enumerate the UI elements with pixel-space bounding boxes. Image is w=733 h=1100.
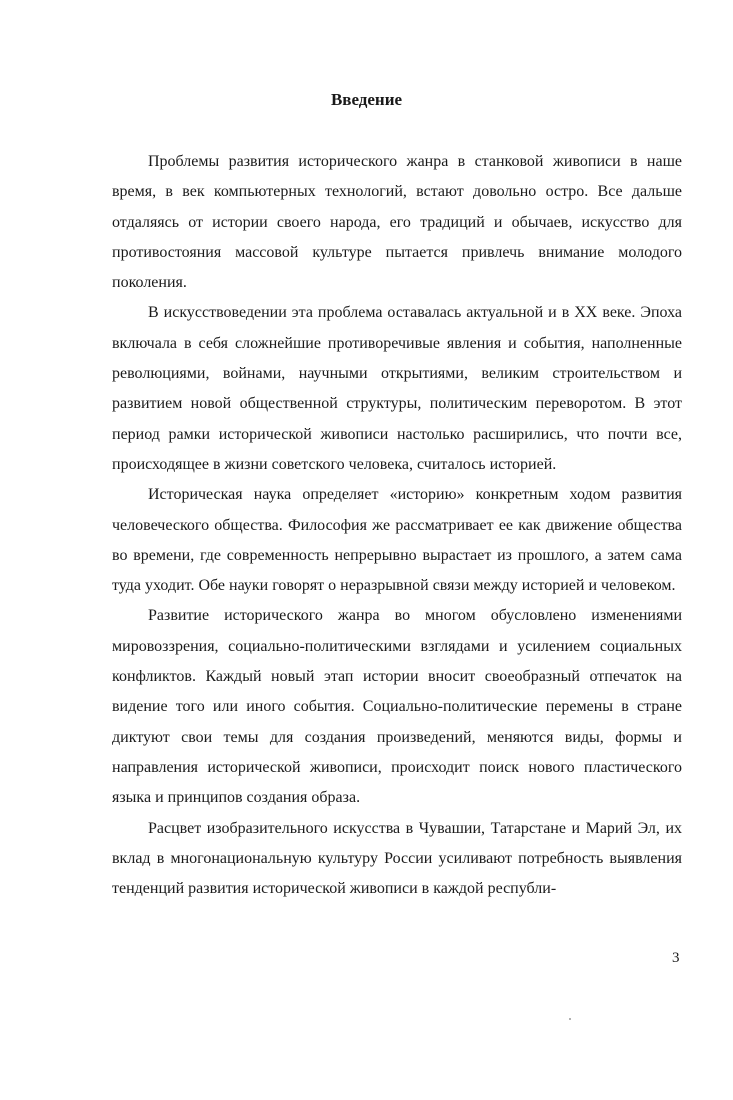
paragraph-1: Проблемы развития исторического жанра в станковой живописи в наше время, в век компьютерных технологий, встают довольно остро. Все дальше отдаляясь от истории своего народа, его традиций и обычаев, искусство для противостояния массовой культуре пытается привлечь внимание молодого поколения. [112, 153, 682, 292]
paragraph-5: Расцвет изобразительного искусства в Чувашии, Татарстане и Марий Эл, их вклад в многонациональную культуру России усиливают потребность выявления тенденций развития исторической живописи в каждой республи- [112, 819, 682, 898]
paragraph-3: Историческая наука определяет «историю» конкретным ходом развития человеческого общества. Философия же рассматривает ее как движение общества во времени, где современность непрерывно вырастает из прошлого, а затем сама туда уходит. Обе науки говорят о неразрывной связи между историей и человеком. [112, 486, 682, 595]
paragraph-2: В искусствоведении эта проблема оставалась актуальной и в XX веке. Эпоха включала в себя сложнейшие противоречивые явления и события, наполненные революциями, войнами, научными открытиями, великим строительством и развитием новой общественной структуры, политическим переворотом. В этот период рамки исторической живописи настолько расширились, что почти все, происходящее в жизни советского человека, считалось историей. [112, 304, 682, 473]
paragraph-4: Развитие исторического жанра во многом обусловлено изменениями мировоззрения, социально-политическими взглядами и усилением социальных конфликтов. Каждый новый этап истории вносит своеобразный отпечаток на видение того или иного события. Социально-политические перемены в стране диктуют свои темы для создания произведений, меняются виды, формы и направления исторической живописи, происходит поиск нового пластического языка и принципов создания образа. [112, 607, 682, 807]
page-title: Введение [330, 90, 403, 109]
scan-speck [569, 1018, 571, 1020]
body-text [112, 147, 682, 904]
page-number: 3 [672, 950, 680, 966]
